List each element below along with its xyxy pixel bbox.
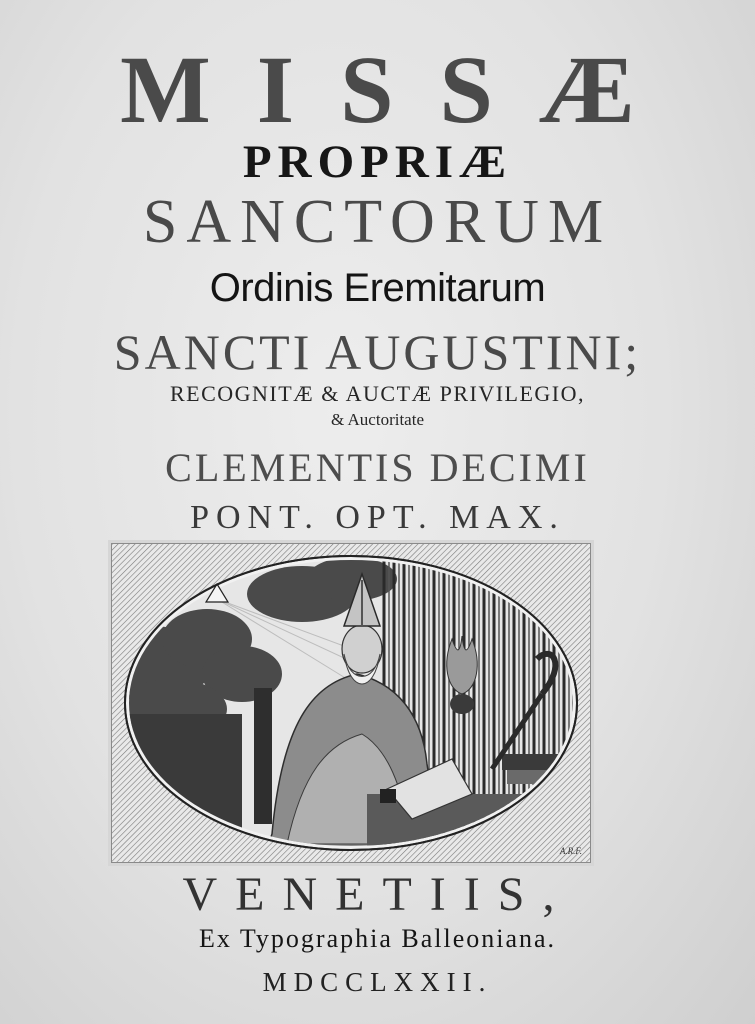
imprint-printer: Ex Typographia Balleoniana. xyxy=(198,924,557,953)
pope-name: CLEMENTIS DECIMI xyxy=(165,445,590,490)
title-missae: MISSÆ xyxy=(120,36,681,143)
imprint-year: MDCCLXXII. xyxy=(262,967,493,997)
subtitle-ordinis: Ordinis Eremitarum xyxy=(209,266,546,310)
pope-title: PONT. OPT. MAX. xyxy=(190,499,565,536)
title-sanctorum: SANCTORUM xyxy=(142,188,613,256)
subtitle-augustini: SANCTI AUGUSTINI; xyxy=(113,324,642,380)
engraving-plate xyxy=(111,543,591,863)
title-propriae: PROPRIÆ xyxy=(242,136,513,188)
authority-line: & Auctoritate xyxy=(330,410,424,429)
engraver-signature: A.R.F. xyxy=(559,846,582,856)
saint-augustine-engraving xyxy=(112,544,590,862)
imprint-place: VENETIIS, xyxy=(182,868,573,921)
privilege-line: RECOGNITÆ & AUCTÆ PRIVILEGIO, xyxy=(169,381,586,406)
